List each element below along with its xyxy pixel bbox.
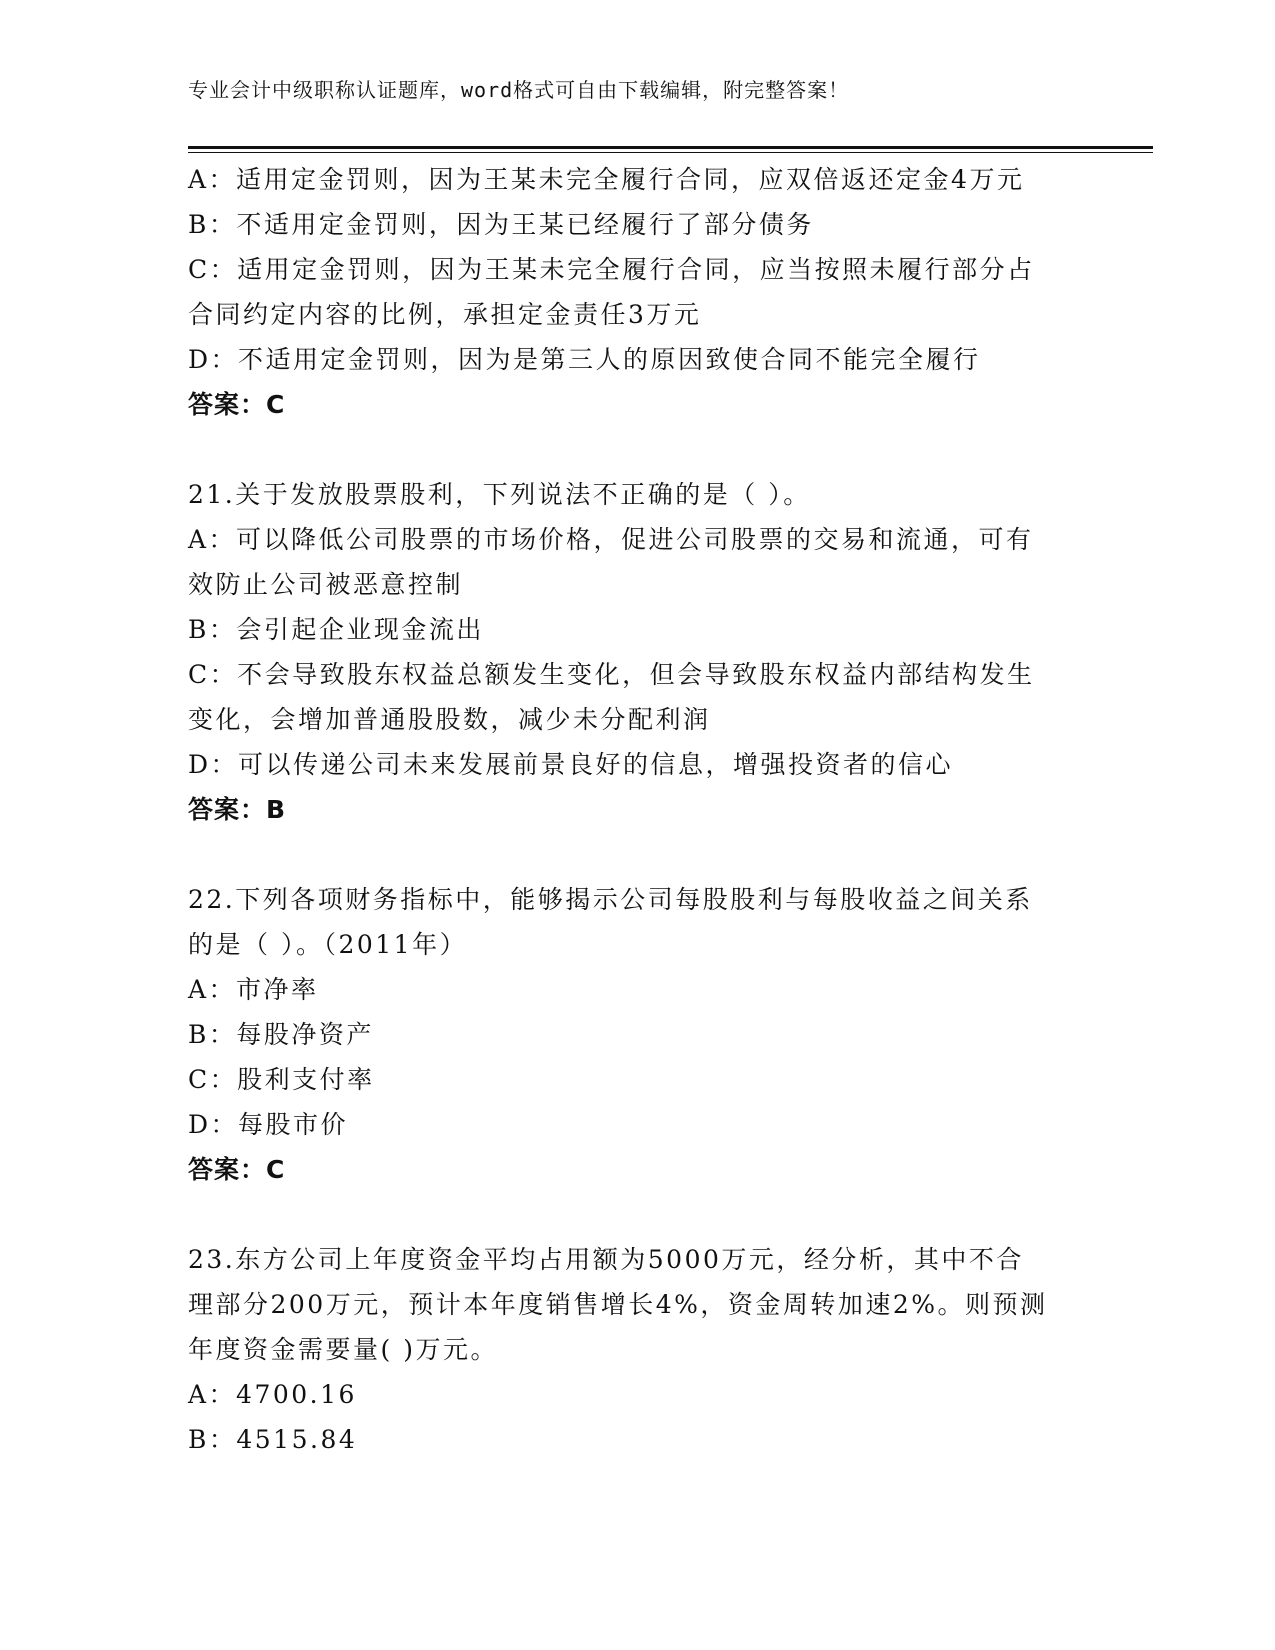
option-d: D：可以传递公司未来发展前景良好的信息，增强投资者的信心 [188, 750, 954, 779]
option-b: B：会引起企业现金流出 [188, 615, 484, 644]
question-stem-continued: 理部分200万元，预计本年度销售增长4%，资金周转加速2%。则预测 [188, 1290, 1048, 1319]
option-a-continued: 效防止公司被恶意控制 [188, 570, 464, 599]
question-stem: 21.关于发放股票股利，下列说法不正确的是（ ）。 [188, 480, 811, 509]
option-c-continued: 合同约定内容的比例，承担定金责任3万元 [188, 300, 702, 329]
option-d: D：不适用定金罚则，因为是第三人的原因致使合同不能完全履行 [188, 345, 981, 374]
question-21 [188, 472, 1088, 832]
header-rule-thin [188, 152, 1153, 153]
question-23 [188, 1237, 1088, 1462]
option-b: B：每股净资产 [188, 1020, 374, 1049]
spacer [188, 832, 1088, 877]
option-a: A：可以降低公司股票的市场价格，促进公司股票的交易和流通，可有 [188, 525, 1034, 554]
option-c: C：适用定金罚则，因为王某未完全履行合同，应当按照未履行部分占 [188, 255, 1035, 284]
option-a: A：市净率 [188, 975, 319, 1004]
question-stem: 22.下列各项财务指标中，能够揭示公司每股股利与每股收益之间关系 [188, 885, 1033, 914]
option-a: A：4700.16 [188, 1380, 357, 1409]
answer: 答案：C [188, 390, 286, 419]
page-header: 专业会计中级职称认证题库，word格式可自由下载编辑，附完整答案！ [188, 78, 850, 102]
spacer [188, 1192, 1088, 1237]
answer: 答案：C [188, 1155, 286, 1184]
option-c: C：不会导致股东权益总额发生变化，但会导致股东权益内部结构发生 [188, 660, 1035, 689]
question-stem: 23.东方公司上年度资金平均占用额为5000万元，经分析，其中不合 [188, 1245, 1024, 1274]
question-20 [188, 157, 1088, 427]
question-22 [188, 877, 1088, 1192]
option-b: B：4515.84 [188, 1425, 358, 1454]
question-stem-continued: 年度资金需要量( )万元。 [188, 1335, 498, 1364]
option-d: D：每股市价 [188, 1110, 349, 1139]
question-content [188, 157, 1088, 1462]
option-c-continued: 变化，会增加普通股股数，减少未分配利润 [188, 705, 711, 734]
option-c: C：股利支付率 [188, 1065, 375, 1094]
option-a: A：适用定金罚则，因为王某未完全履行合同，应双倍返还定金4万元 [188, 165, 1025, 194]
question-stem-continued: 的是（ ）。（2011年） [188, 930, 468, 959]
header-rule-thick [188, 146, 1153, 149]
answer: 答案：B [188, 795, 287, 824]
option-b: B：不适用定金罚则，因为王某已经履行了部分债务 [188, 210, 814, 239]
spacer [188, 427, 1088, 472]
